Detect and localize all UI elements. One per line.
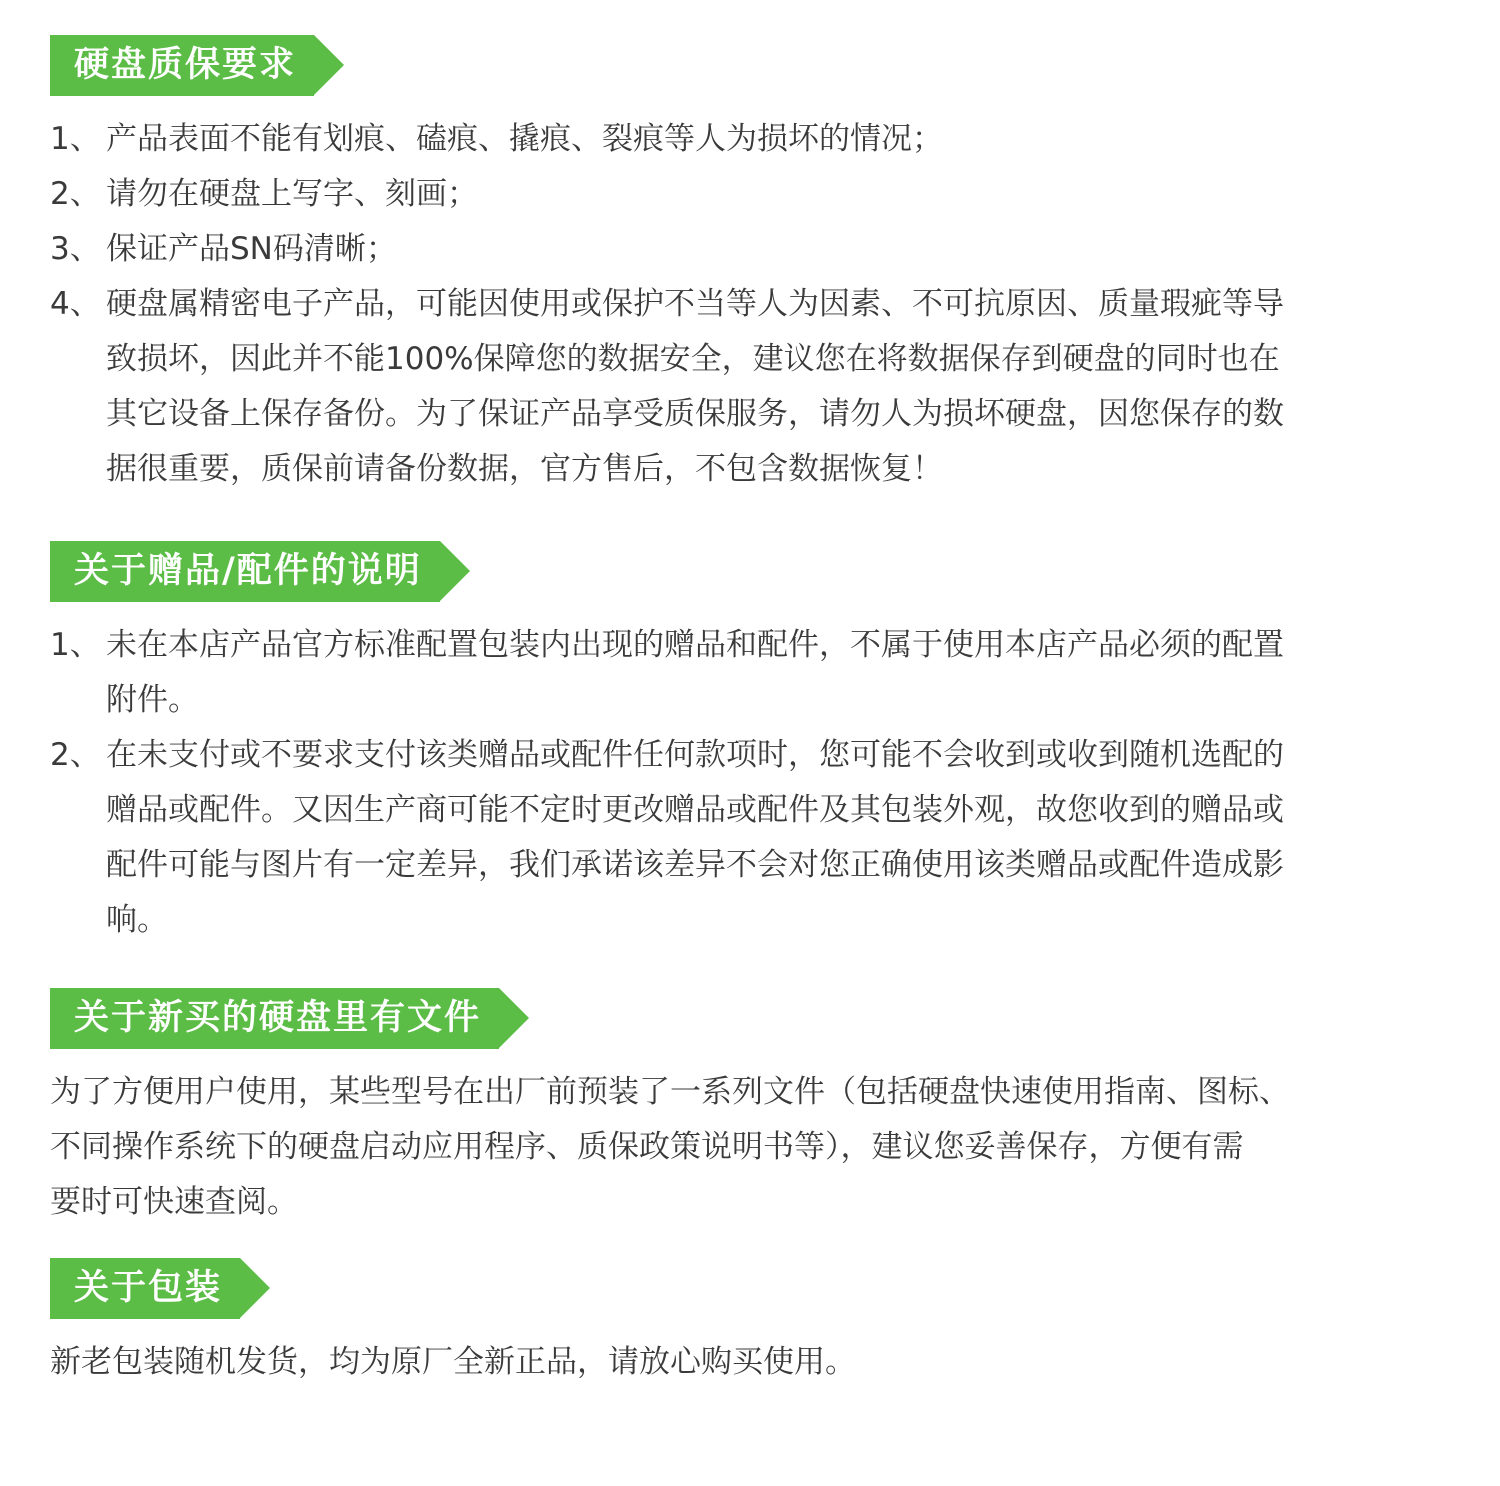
banner-arrow-icon	[240, 1258, 270, 1318]
section-title: 关于包装	[50, 1258, 240, 1319]
banner-arrow-icon	[440, 541, 470, 601]
item-number: 4、	[50, 286, 101, 322]
item-text: 响。	[106, 902, 168, 938]
item-text: 致损坏，因此并不能100%保障您的数据安全，建议您在将数据保存到硬盘的同时也在	[106, 341, 1280, 377]
item-text: 赠品或配件。又因生产商可能不定时更改赠品或配件及其包装外观，故您收到的赠品或	[106, 792, 1284, 828]
list-item	[50, 618, 1450, 728]
section-banner-packaging	[50, 1258, 270, 1319]
item-number: 2、	[50, 176, 101, 212]
item-number: 2、	[50, 737, 101, 773]
item-text: 保证产品SN码清晰；	[106, 231, 397, 267]
list-item	[50, 728, 1450, 948]
item-number: 1、	[50, 121, 101, 157]
item-text: 在未支付或不要求支付该类赠品或配件任何款项时，您可能不会收到或收到随机选配的	[106, 737, 1284, 773]
section-banner-gifts	[50, 541, 470, 602]
item-text: 其它设备上保存备份。为了保证产品享受质保服务，请勿人为损坏硬盘，因您保存的数	[106, 396, 1284, 432]
paragraph-line: 为了方便用户使用，某些型号在出厂前预装了一系列文件（包括硬盘快速使用指南、图标、	[50, 1074, 1290, 1110]
list-item	[50, 112, 1450, 167]
item-text: 硬盘属精密电子产品，可能因使用或保护不当等人为因素、不可抗原因、质量瑕疵等导	[106, 286, 1284, 322]
paragraph-line: 要时可快速查阅。	[50, 1184, 298, 1220]
section-title: 硬盘质保要求	[50, 35, 314, 96]
item-text: 产品表面不能有划痕、磕痕、撬痕、裂痕等人为损坏的情况；	[106, 121, 943, 157]
item-text: 附件。	[106, 682, 199, 718]
paragraph-line: 新老包装随机发货，均为原厂全新正品，请放心购买使用。	[50, 1344, 856, 1380]
section-title: 关于赠品/配件的说明	[50, 541, 440, 602]
paragraph-line: 不同操作系统下的硬盘启动应用程序、质保政策说明书等），建议您妥善保存，方便有需	[50, 1129, 1244, 1165]
list-item	[50, 277, 1450, 497]
section-title: 关于新买的硬盘里有文件	[50, 988, 499, 1049]
paragraph	[50, 1065, 1450, 1230]
list-item	[50, 167, 1450, 222]
item-text: 配件可能与图片有一定差异，我们承诺该差异不会对您正确使用该类赠品或配件造成影	[106, 847, 1284, 883]
item-text: 请勿在硬盘上写字、刻画；	[106, 176, 478, 212]
item-number: 3、	[50, 231, 101, 267]
item-text: 未在本店产品官方标准配置包装内出现的赠品和配件，不属于使用本店产品必须的配置	[106, 627, 1284, 663]
paragraph	[50, 1335, 1450, 1390]
section-banner-preloaded-files	[50, 988, 529, 1049]
section-banner-warranty	[50, 35, 344, 96]
item-text: 据很重要，质保前请备份数据，官方售后，不包含数据恢复！	[106, 451, 943, 487]
list-item	[50, 222, 1450, 277]
item-number: 1、	[50, 627, 101, 663]
banner-arrow-icon	[314, 35, 344, 95]
banner-arrow-icon	[499, 988, 529, 1048]
